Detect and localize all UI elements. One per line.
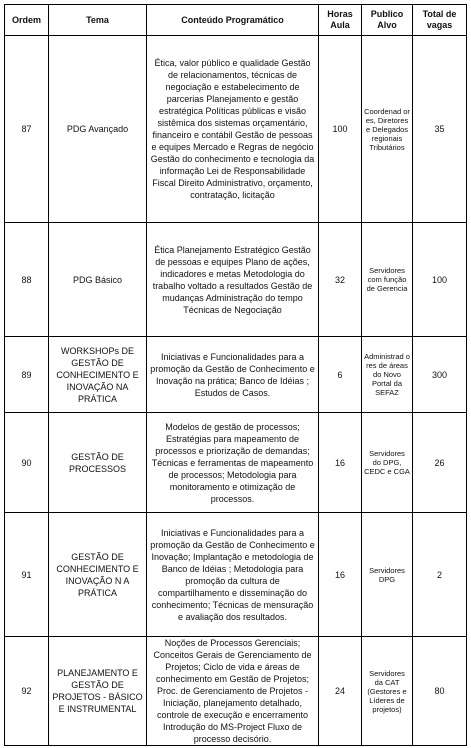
cell-tema: GESTÃO DE PROCESSOS <box>49 413 147 513</box>
header-conteudo: Conteúdo Programático <box>147 5 319 36</box>
cell-vagas: 2 <box>413 513 467 637</box>
cell-tema: PDG Básico <box>49 223 147 337</box>
cell-conteudo: Noções de Processos Gerenciais; Conceitos Gerais de Gerenciamento de Projetos; Ciclo de vida e áreas de conhecimento em Gestão de Projetos; Proc. de Gerenciamento de Projetos - Iniciação, planejamento detalhado, controle de execução e encerramento Introdução do MS-Project Fluxo de processo decisório. <box>147 637 319 746</box>
cell-vagas: 26 <box>413 413 467 513</box>
cell-horas: 24 <box>319 637 362 746</box>
table-row <box>5 223 467 337</box>
cell-publico: Administrad o res de áreas do Novo Portal da SEFAZ <box>362 337 413 413</box>
cell-vagas: 100 <box>413 223 467 337</box>
cell-horas: 16 <box>319 413 362 513</box>
cell-conteudo: Iniciativas e Funcionalidades para a promoção da Gestão de Conhecimento e Inovação na prática; Banco de Idéias ; Estudos de Casos. <box>147 337 319 413</box>
cell-publico: Servidores do DPG, CEDC e CGA <box>362 413 413 513</box>
cell-tema: PLANEJAMENTO E GESTÃO DE PROJETOS - BÁSICO E INSTRUMENTAL <box>49 637 147 746</box>
cell-conteudo: Ética, valor público e qualidade Gestão de relacionamentos, técnicas de negociação e estabelecimento de parcerias Planejamento e gestão estratégica Políticas públicas e visão sistêmica dos sistemas orçamentário, financeiro e contábil Gestão de pessoas e equipes Mercado e Regras de negócio Gestão do conhecimento e tecnologia da informação Lei de Responsabilidade Fiscal Direito Administrativo, orçamento, contratação, licitação <box>147 36 319 223</box>
header-ordem: Ordem <box>5 5 49 36</box>
cell-horas: 100 <box>319 36 362 223</box>
cell-publico: Servidores DPG <box>362 513 413 637</box>
cell-horas: 16 <box>319 513 362 637</box>
cell-publico: Coordenad or es, Diretores e Delegados regionais Tributários <box>362 36 413 223</box>
cell-tema: GESTÃO DE CONHECIMENTO E INOVAÇÃO N A PRÁTICA <box>49 513 147 637</box>
table-row <box>5 637 467 746</box>
cell-tema: PDG Avançado <box>49 36 147 223</box>
cell-conteudo: Modelos de gestão de processos; Estratégias para mapeamento de processos e priorização de demandas; Técnicas e ferramentas de mapeamento de processos; Metodologia para monitoramento e otimização de processos. <box>147 413 319 513</box>
cell-ordem: 87 <box>5 36 49 223</box>
cell-horas: 6 <box>319 337 362 413</box>
cell-horas: 32 <box>319 223 362 337</box>
table-row <box>5 337 467 413</box>
cell-publico: Servidores da CAT (Gestores e Líderes de projetos) <box>362 637 413 746</box>
cell-publico: Servidores com função de Gerencia <box>362 223 413 337</box>
header-publico: Publico Alvo <box>362 5 413 36</box>
cell-vagas: 80 <box>413 637 467 746</box>
header-vagas: Total de vagas <box>413 5 467 36</box>
table-row <box>5 513 467 637</box>
table-row <box>5 36 467 223</box>
cell-vagas: 35 <box>413 36 467 223</box>
header-row <box>5 5 467 36</box>
cell-ordem: 88 <box>5 223 49 337</box>
cell-ordem: 89 <box>5 337 49 413</box>
cell-conteudo: Iniciativas e Funcionalidades para a promoção da Gestão de Conhecimento e Inovação; Implantação e metodologia de Banco de Idéias ; Metodologia para promoção da cultura de compartilhamento e disseminação do conhecimento; Técnicas de mensuração e avaliação dos resultados. <box>147 513 319 637</box>
cell-vagas: 300 <box>413 337 467 413</box>
cell-ordem: 91 <box>5 513 49 637</box>
course-table <box>4 4 467 746</box>
cell-ordem: 92 <box>5 637 49 746</box>
header-tema: Tema <box>49 5 147 36</box>
cell-ordem: 90 <box>5 413 49 513</box>
cell-conteudo: Ética Planejamento Estratégico Gestão de pessoas e equipes Plano de ações, indicadores e metas Metodologia do trabalho voltado a resultados Gestão de mudanças Administração do tempo Técnicas de Negociação <box>147 223 319 337</box>
cell-tema: WORKSHOPs DE GESTÃO DE CONHECIMENTO E INOVAÇÃO NA PRÁTICA <box>49 337 147 413</box>
header-horas: Horas Aula <box>319 5 362 36</box>
table-row <box>5 413 467 513</box>
